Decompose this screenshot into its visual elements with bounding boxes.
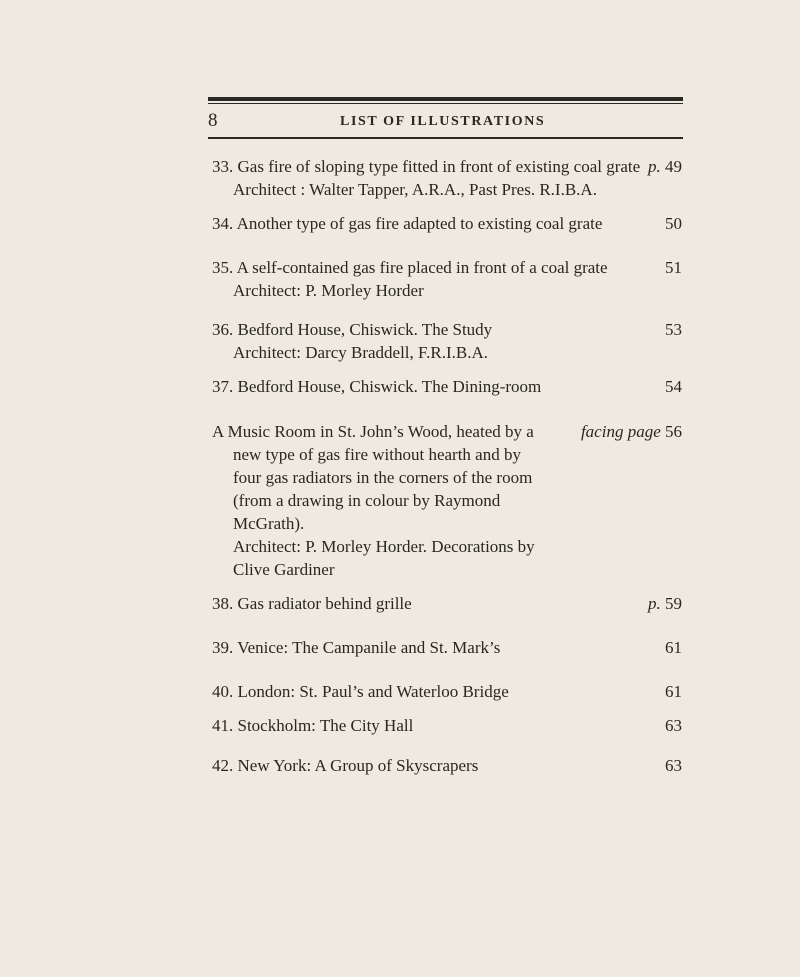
entry-41 (212, 714, 684, 737)
plate-line: new type of gas fire without hearth and by (233, 445, 521, 464)
entry-title: A self-contained gas fire placed in front of a coal grate (236, 258, 608, 277)
entry-number: 37. (212, 377, 234, 396)
entry-38 (212, 592, 684, 615)
entry-page: 51 (665, 258, 682, 277)
entry-page: 53 (665, 320, 682, 339)
entry-number: 33. (212, 157, 234, 176)
entry-subtitle: Architect: P. Morley Horder (233, 281, 424, 300)
entry-title: Venice: The Campanile and St. Mark’s (237, 638, 501, 657)
entry-subtitle: Architect : Walter Tapper, A.R.A., Past Pres. R.I.B.A. (233, 180, 597, 199)
entry-37 (212, 375, 684, 398)
entry-title: Another type of gas fire adapted to existing coal grate (236, 214, 603, 233)
top-rule-thin (208, 103, 683, 104)
entry-number: 38. (212, 594, 234, 613)
entry-35 (212, 256, 684, 302)
plate-line: Clive Gardiner (233, 560, 335, 579)
entry-42 (212, 754, 684, 777)
entry-title: Bedford House, Chiswick. The Study (237, 320, 493, 339)
running-head: LIST OF ILLUSTRATIONS (340, 114, 546, 129)
entry-39 (212, 636, 684, 659)
plate-line: four gas radiators in the corners of the room (233, 468, 533, 487)
facing-label: facing page (580, 422, 661, 441)
entry-page: 50 (665, 214, 682, 233)
entry-title: New York: A Group of Skyscrapers (237, 756, 479, 775)
entry-title: Gas fire of sloping type fitted in front of existing coal grate (237, 157, 641, 176)
entry-33 (212, 155, 684, 201)
entry-number: 42. (212, 756, 234, 775)
entry-number: 35. (212, 258, 234, 277)
entry-number: 41. (212, 716, 234, 735)
entry-title: Stockholm: The City Hall (237, 716, 414, 735)
entry-page: 59 (665, 594, 682, 613)
entry-number: 39. (212, 638, 234, 657)
entry-number: 40. (212, 682, 234, 701)
entry-title: Gas radiator behind grille (237, 594, 412, 613)
entry-page: 63 (665, 756, 682, 775)
entry-40 (212, 680, 684, 703)
entry-title: Bedford House, Chiswick. The Dining-room (237, 377, 542, 396)
entry-36 (212, 318, 684, 364)
page-prefix: p. (648, 157, 661, 176)
page-prefix: p. (648, 594, 661, 613)
entry-page: 49 (665, 157, 682, 176)
entry-page: 61 (665, 638, 682, 657)
page-number: 8 (208, 110, 218, 131)
entry-page: 61 (665, 682, 682, 701)
plate-line: A Music Room in St. John’s Wood, heated by a (212, 422, 534, 441)
entry-number: 36. (212, 320, 234, 339)
entry-page: 63 (665, 716, 682, 735)
entry-number: 34. (212, 214, 234, 233)
entry-title: London: St. Paul’s and Waterloo Bridge (237, 682, 509, 701)
entry-page: 54 (665, 377, 682, 396)
header-rule (208, 137, 683, 139)
entry-34 (212, 212, 684, 235)
entry-subtitle: Architect: Darcy Braddell, F.R.I.B.A. (233, 343, 488, 362)
plate-line: Architect: P. Morley Horder. Decorations by (233, 537, 535, 556)
top-rule (208, 97, 683, 101)
plate-line: McGrath). (233, 514, 305, 533)
plate-page: 56 (665, 422, 682, 441)
plate-line: (from a drawing in colour by Raymond (233, 491, 501, 510)
plate-entry (212, 420, 684, 581)
